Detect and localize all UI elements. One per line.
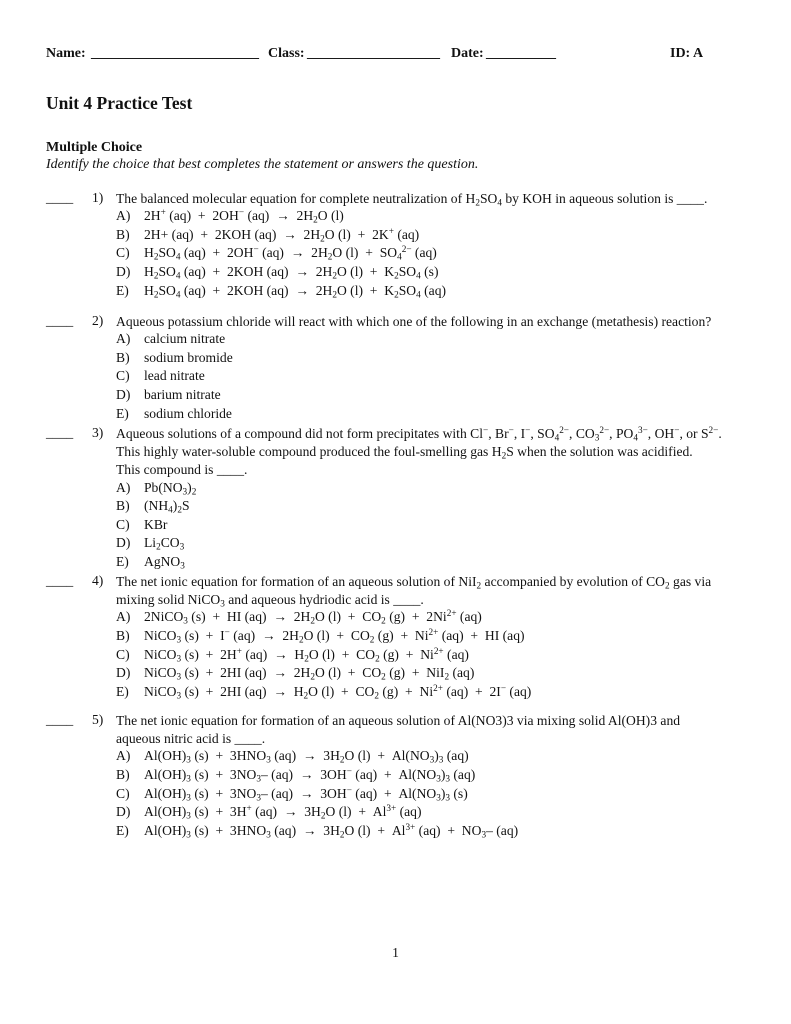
question-stem: aqueous nitric acid is ____. <box>116 731 266 747</box>
option-label: D) <box>116 804 131 820</box>
option-label: D) <box>116 264 131 279</box>
question-number: 1) <box>92 190 104 205</box>
option-text: KBr <box>144 516 168 532</box>
option-label: B) <box>116 226 130 242</box>
option-text: sodium chloride <box>144 405 232 421</box>
option-text: 2H+ (aq) + 2KOH $(aq) \to 2H_2O$ (l) + 2K+ (aq) <box>144 225 420 244</box>
answer-blank[interactable]: ____ <box>46 190 74 205</box>
option-text: $H_2SO_4$ (aq) + 2OH− $(aq) \to 2H_2O$ $(l) + SO_4^{2-}$ (aq) <box>144 244 437 262</box>
option-text: AgNO$_3$ <box>144 554 185 571</box>
option-label: A) <box>116 208 131 224</box>
option-label: C) <box>116 516 130 532</box>
option-text: barium nitrate <box>144 387 221 402</box>
option-text: $Al(OH)_3$ $(s) + 3HNO_3$ $(aq) \to 3H_2O$ $(l) + Al^{3+}$ $(aq) + NO_3-$ (aq) <box>144 821 519 840</box>
section-heading: Multiple Choice <box>46 140 143 155</box>
answer-blank[interactable]: ____ <box>46 313 74 328</box>
option-text: $H_2SO_4$ (aq) + 2KOH $(aq) \to 2H_2O$ $(l) + K_2SO_4$ (s) <box>144 264 439 281</box>
option-label: A) <box>116 331 131 347</box>
option-label: D) <box>116 535 131 551</box>
option-label: A) <box>116 609 131 625</box>
option-label: E) <box>116 683 129 699</box>
question-number: 3) <box>92 425 104 440</box>
option-text: lead nitrate <box>144 368 205 384</box>
option-label: E) <box>116 554 129 569</box>
option-text: $Al(OH)_3$ $(s) + 3HNO_3$ $(aq) \to 3H_2O$ $(l) + Al(NO_3)_3$ (aq) <box>144 748 469 765</box>
question-stem: The net ionic equation for formation of an aqueous solution of NiI$_2$ accompanied by evolution of $CO_2$ gas via <box>116 574 712 591</box>
option-text: 2NiCO$_3$ (s) + HI $(aq) \to 2H_2O$ $(l) + CO_2$ $(g) + 2Ni^{2+}$ (aq) <box>144 608 482 626</box>
header-name-label: Name: <box>46 46 86 61</box>
header-id-label: ID: A <box>670 46 704 61</box>
option-text: calcium nitrate <box>144 331 226 347</box>
question-number: 2) <box>92 313 104 328</box>
page-number: 1 <box>392 945 399 960</box>
question-stem: The balanced molecular equation for complete neutralization of $H_2SO_4$ by KOH in aqueous solution is ____. <box>116 191 708 208</box>
question-stem: Aqueous potassium chloride will react with which one of the following in an exchange (metathesis) reaction? <box>116 314 712 329</box>
answer-blank[interactable]: ____ <box>46 573 74 588</box>
option-label: A) <box>116 748 131 764</box>
header-class-label: Class: <box>268 46 305 61</box>
option-text: 2H+ (aq) + 2OH− $(aq) \to 2H_2O$ (l) <box>144 207 344 225</box>
option-label: E) <box>116 405 129 421</box>
answer-blank[interactable]: ____ <box>46 712 74 727</box>
option-label: C) <box>116 785 130 801</box>
question-stem: Aqueous solutions of a compound did not form precipitates with Cl−, Br−, I−, $SO_4^{2-}$, $CO_3^{2-}$, $PO_4^{3-}$, OH−, or $S^{2-}$. <box>116 424 722 443</box>
option-label: D) <box>116 387 131 402</box>
option-text: $Pb(NO_3)_2$ <box>144 479 197 496</box>
option-text: $Al(OH)_3$ $(s) + 3NO_3-$ (aq) → 3OH− $(aq) + Al(NO_3)_3$ (s) <box>144 784 468 802</box>
option-text: $Al(OH)_3$ (s) + 3H+ $(aq) \to 3H_2O$ $(l) + Al^{3+}$ (aq) <box>144 803 422 821</box>
option-text: NiCO$_3$ (s) + 2H+ $(aq) \to H_2O$ $(l) + CO_2$ $(g) + Ni^{2+}$ (aq) <box>144 645 469 663</box>
option-text: $Li_2CO_3$ <box>144 535 185 552</box>
question-stem: mixing solid NiCO$_3$ and aqueous hydriodic acid is ____. <box>116 592 424 609</box>
option-label: B) <box>116 767 130 782</box>
page-title: Unit 4 Practice Test <box>46 93 193 113</box>
question-number: 5) <box>92 712 104 727</box>
option-label: B) <box>116 628 130 643</box>
option-label: C) <box>116 245 130 261</box>
class-blank[interactable]: ___________________ <box>307 46 440 61</box>
section-instructions: Identify the choice that best completes the statement or answers the question. <box>46 157 479 172</box>
option-text: NiCO$_3$ (s) + I− $(aq) \to 2H_2O$ $(l) + CO_2$ $(g) + Ni^{2+}$ (aq) + HI (aq) <box>144 626 525 645</box>
option-text: NiCO$_3$ (s) + 2HI $(aq) \to H_2O$ $(l) + CO_2$ $(g) + Ni^{2+}$ (aq) + 2I− (aq) <box>144 682 532 701</box>
option-label: E) <box>116 822 129 838</box>
option-text: $H_2SO_4$ (aq) + 2KOH $(aq) \to 2H_2O$ $(l) + K_2SO_4$ (aq) <box>144 282 447 299</box>
option-label: A) <box>116 479 131 495</box>
question-stem: The net ionic equation for formation of an aqueous solution of Al(NO3)3 via mixing solid Al(OH)3 and <box>116 713 681 728</box>
question-stem: This highly water-soluble compound produced the foul-smelling gas $H_2S$ when the solution was acidified. <box>116 444 693 461</box>
option-label: B) <box>116 349 130 365</box>
option-text: sodium bromide <box>144 349 233 365</box>
option-label: B) <box>116 498 130 514</box>
question-stem: This compound is ____. <box>116 462 248 478</box>
date-blank[interactable]: __________ <box>486 46 556 61</box>
question-number: 4) <box>92 573 104 588</box>
name-blank[interactable]: ________________________ <box>91 46 259 61</box>
option-label: C) <box>116 368 130 384</box>
option-label: C) <box>116 646 130 662</box>
option-text: NiCO$_3$ (s) + 2HI $(aq) \to 2H_2O$ $(l) + CO_2$ (g) + NiI$_2$ (aq) <box>144 665 475 682</box>
option-label: E) <box>116 282 129 298</box>
option-text: $Al(OH)_3$ $(s) + 3NO_3-$ (aq) → 3OH− $(aq) + Al(NO_3)_3$ (aq) <box>144 765 476 784</box>
header-date-label: Date: <box>451 46 484 61</box>
option-text: $(NH_4)_2S$ <box>144 498 190 515</box>
option-label: D) <box>116 665 131 681</box>
answer-blank[interactable]: ____ <box>46 425 74 440</box>
